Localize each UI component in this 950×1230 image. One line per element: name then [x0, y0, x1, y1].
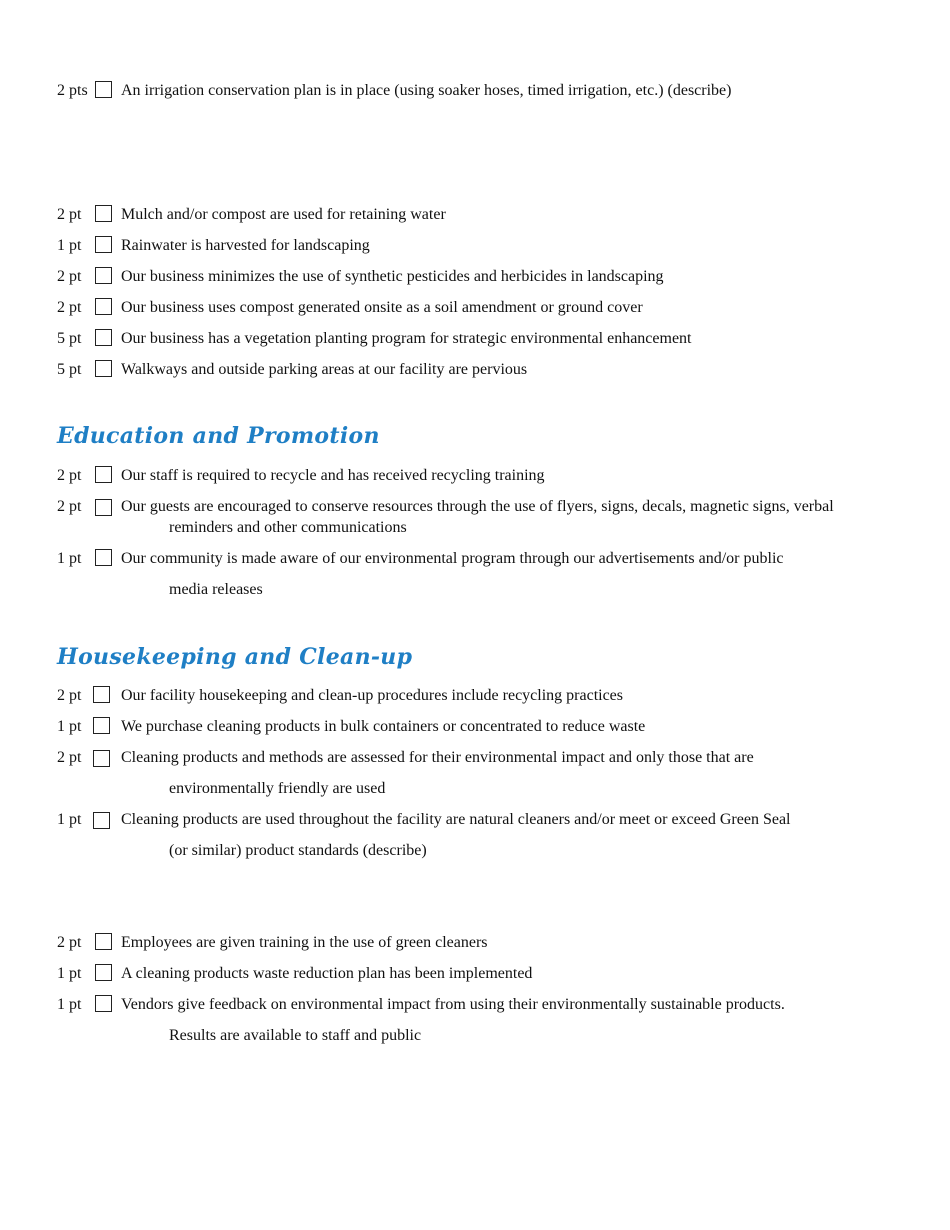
checkbox[interactable] — [95, 499, 112, 516]
checkbox[interactable] — [95, 205, 112, 222]
points-value: 2 pt — [57, 268, 82, 285]
item-text: Mulch and/or compost are used for retaining water — [121, 206, 446, 223]
section-heading-education: Education and Promotion — [57, 423, 380, 449]
item-text: Cleaning products and methods are assessed for their environmental impact and only those that are — [121, 749, 754, 766]
checkbox[interactable] — [93, 717, 110, 734]
points-value: 1 pt — [57, 996, 82, 1013]
item-text: Walkways and outside parking areas at our facility are pervious — [121, 361, 528, 378]
checkbox[interactable] — [93, 812, 110, 829]
item-text-continuation: reminders and other communications — [169, 519, 407, 536]
item-text: Our guests are encouraged to conserve resources through the use of flyers, signs, decals, magnetic signs, verbal — [121, 498, 834, 515]
section-heading-housekeeping: Housekeeping and Clean-up — [57, 644, 413, 670]
item-text: Vendors give feedback on environmental impact from using their environmentally sustainable products. — [121, 996, 785, 1013]
checkbox[interactable] — [95, 466, 112, 483]
item-text: Our business minimizes the use of synthetic pesticides and herbicides in landscaping — [121, 268, 664, 285]
checkbox[interactable] — [95, 964, 112, 981]
item-text: Our facility housekeeping and clean-up procedures include recycling practices — [121, 687, 624, 704]
item-text: An irrigation conservation plan is in place (using soaker hoses, timed irrigation, etc.) (describe) — [121, 82, 732, 99]
item-text: Rainwater is harvested for landscaping — [121, 237, 370, 254]
checkbox[interactable] — [95, 933, 112, 950]
checkbox[interactable] — [95, 329, 112, 346]
checkbox[interactable] — [95, 81, 112, 98]
points-value: 2 pt — [57, 934, 82, 951]
item-text: Our business has a vegetation planting program for strategic environmental enhancement — [121, 330, 692, 347]
points-value: 2 pt — [57, 749, 82, 766]
checkbox[interactable] — [93, 686, 110, 703]
item-text: Our community is made aware of our environmental program through our advertisements and/or public — [121, 550, 784, 567]
points-value: 2 pts — [57, 82, 88, 99]
item-text: Cleaning products are used throughout the facility are natural cleaners and/or meet or exceed Green Seal — [121, 811, 791, 828]
item-text-continuation: environmentally friendly are used — [169, 780, 386, 797]
checkbox[interactable] — [95, 267, 112, 284]
item-text: Employees are given training in the use of green cleaners — [121, 934, 488, 951]
item-text: We purchase cleaning products in bulk containers or concentrated to reduce waste — [121, 718, 646, 735]
points-value: 5 pt — [57, 361, 82, 378]
points-value: 1 pt — [57, 237, 82, 254]
checkbox[interactable] — [95, 298, 112, 315]
item-text-continuation: (or similar) product standards (describe) — [169, 842, 427, 859]
item-text: Our staff is required to recycle and has received recycling training — [121, 467, 545, 484]
checkbox[interactable] — [95, 236, 112, 253]
item-text: Our business uses compost generated onsite as a soil amendment or ground cover — [121, 299, 643, 316]
points-value: 1 pt — [57, 965, 82, 982]
points-value: 1 pt — [57, 811, 82, 828]
points-value: 1 pt — [57, 550, 82, 567]
item-text-continuation: Results are available to staff and public — [169, 1027, 422, 1044]
points-value: 1 pt — [57, 718, 82, 735]
item-text: A cleaning products waste reduction plan has been implemented — [121, 965, 533, 982]
checkbox[interactable] — [95, 995, 112, 1012]
points-value: 5 pt — [57, 330, 82, 347]
checkbox[interactable] — [95, 360, 112, 377]
checkbox[interactable] — [95, 549, 112, 566]
points-value: 2 pt — [57, 687, 82, 704]
points-value: 2 pt — [57, 206, 82, 223]
points-value: 2 pt — [57, 467, 82, 484]
checkbox[interactable] — [93, 750, 110, 767]
points-value: 2 pt — [57, 498, 82, 515]
points-value: 2 pt — [57, 299, 82, 316]
item-text-continuation: media releases — [169, 581, 263, 598]
